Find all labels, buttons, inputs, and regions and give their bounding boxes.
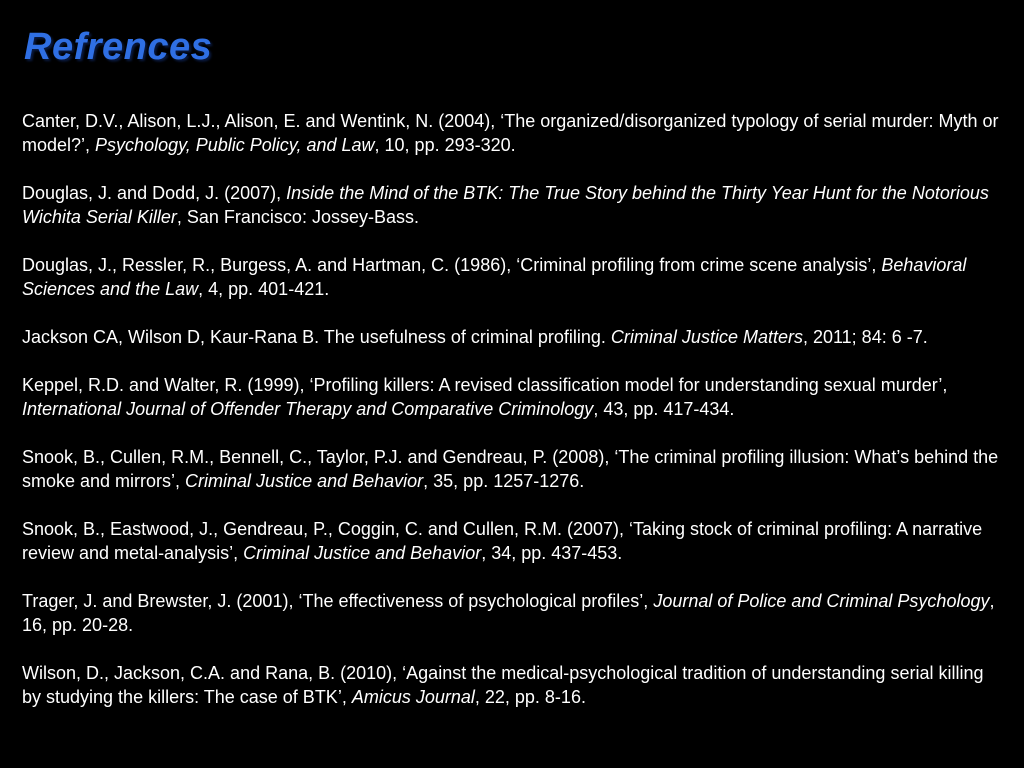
reference-source: Criminal Justice and Behavior: [243, 543, 482, 563]
reference-text: Douglas, J., Ressler, R., Burgess, A. and Hartman, C. (1986), ‘Criminal profiling from crime scene analysis’,: [22, 255, 882, 275]
reference-text: Canter, D.V., Alison, L.J., Alison, E. and Wentink, N. (2004), ‘The organized/disorganized typology of serial murder: Myth or model?’,: [22, 111, 999, 155]
reference-text: Keppel, R.D. and Walter, R. (1999), ‘Profiling killers: A revised classification model for understanding sexual murder’,: [22, 375, 948, 395]
reference-details: , 10, pp. 293-320.: [374, 135, 516, 155]
reference-item: [22, 253, 1007, 301]
reference-item: [22, 517, 1007, 565]
reference-item: [22, 181, 1007, 229]
reference-item: [22, 445, 1007, 493]
reference-item: [22, 661, 1007, 709]
reference-source: Behavioral Sciences and the Law: [22, 255, 967, 299]
reference-text: Douglas, J. and Dodd, J. (2007),: [22, 183, 287, 203]
reference-details: , 16, pp. 20-28.: [22, 591, 995, 635]
reference-source: Criminal Justice Matters: [610, 327, 803, 347]
reference-source: International Journal of Offender Therapy and Comparative Criminology: [22, 399, 594, 419]
reference-item: [22, 589, 1007, 637]
reference-details: , San Francisco: Jossey-Bass.: [176, 207, 419, 227]
reference-source: Inside the Mind of the BTK: The True Story behind the Thirty Year Hunt for the Notorious Wichita Serial Killer: [22, 183, 989, 227]
reference-text: Snook, B., Cullen, R.M., Bennell, C., Taylor, P.J. and Gendreau, P. (2008), ‘The criminal profiling illusion: What’s behind the smoke and mirrors’,: [22, 447, 999, 491]
reference-item: [22, 109, 1007, 157]
reference-text: Wilson, D., Jackson, C.A. and Rana, B. (2010), ‘Against the medical-psychological tradition of understanding serial killing by studying the killers: The case of BTK’,: [22, 663, 984, 707]
reference-list: [22, 109, 1007, 733]
reference-text: Snook, B., Eastwood, J., Gendreau, P., Coggin, C. and Cullen, R.M. (2007), ‘Taking stock of criminal profiling: A narrative review and metal-analysis’,: [22, 519, 983, 563]
reference-details: , 43, pp. 417-434.: [593, 399, 735, 419]
reference-details: , 22, pp. 8-16.: [474, 687, 586, 707]
reference-details: , 2011; 84: 6 -7.: [802, 327, 928, 347]
reference-source: Amicus Journal: [351, 687, 475, 707]
slide-title: Refrences: [24, 26, 213, 68]
reference-source: Psychology, Public Policy, and Law: [95, 135, 375, 155]
reference-text: Trager, J. and Brewster, J. (2001), ‘The effectiveness of psychological profiles’,: [22, 591, 654, 611]
reference-item: [22, 325, 1007, 349]
reference-source: Journal of Police and Criminal Psychology: [653, 591, 990, 611]
reference-details: , 35, pp. 1257-1276.: [423, 471, 585, 491]
reference-source: Criminal Justice and Behavior: [185, 471, 424, 491]
reference-details: , 34, pp. 437-453.: [481, 543, 623, 563]
reference-details: , 4, pp. 401-421.: [198, 279, 330, 299]
reference-item: [22, 373, 1007, 421]
reference-text: Jackson CA, Wilson D, Kaur-Rana B. The usefulness of criminal profiling.: [22, 327, 611, 347]
